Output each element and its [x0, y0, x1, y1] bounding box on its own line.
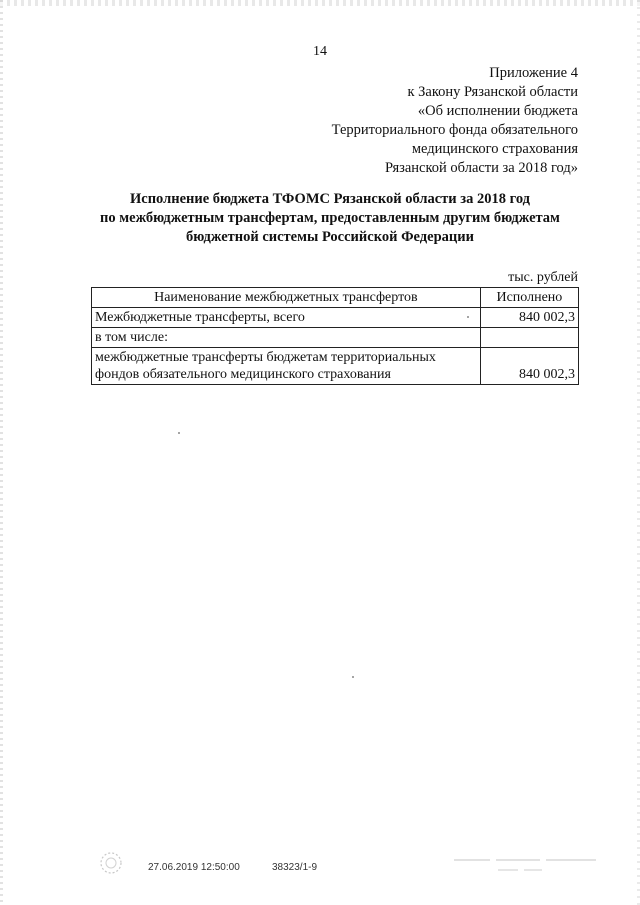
scan-edge-left — [0, 0, 3, 905]
title-line: бюджетной системы Российской Федерации — [186, 229, 474, 245]
registration-timestamp: 27.06.2019 12:50:00 — [148, 862, 240, 873]
scan-speck — [352, 676, 354, 678]
appendix-line: к Закону Рязанской области — [407, 84, 578, 100]
registration-number: 38323/1-9 — [272, 862, 318, 873]
table-row — [92, 328, 579, 348]
row-name: Межбюджетные трансферты, всего — [92, 308, 481, 328]
row-value — [480, 328, 578, 348]
title-line: по межбюджетным трансфертам, предоставленным другим бюджетам — [100, 210, 560, 226]
header-name: Наименование межбюджетных трансфертов — [92, 288, 481, 308]
appendix-block — [258, 64, 578, 178]
document-title — [60, 190, 600, 247]
page-number: 14 — [313, 44, 327, 59]
row-value: 840 002,3 — [480, 348, 578, 385]
faint-registration-stamp-icon — [450, 856, 600, 878]
row-name: межбюджетные трансферты бюджетам территориальных фондов обязательного медицинского страхования — [92, 348, 481, 385]
table-row — [92, 348, 579, 385]
scan-speck — [467, 316, 469, 318]
registration-seal-icon — [98, 850, 124, 876]
appendix-line: Рязанской области за 2018 год» — [384, 160, 578, 176]
unit-label: тыс. рублей — [508, 270, 578, 285]
table-row — [92, 308, 579, 328]
table-header-row — [92, 288, 579, 308]
scan-speck — [178, 432, 180, 434]
row-name: в том числе: — [92, 328, 481, 348]
title-line: Исполнение бюджета ТФОМС Рязанской области за 2018 год — [129, 191, 530, 207]
scan-edge-top — [0, 0, 640, 6]
header-executed: Исполнено — [480, 288, 578, 308]
appendix-line: Приложение 4 — [489, 65, 578, 81]
transfers-table — [91, 287, 579, 385]
appendix-line: Территориального фонда обязательного — [331, 122, 578, 138]
appendix-line: «Об исполнении бюджета — [417, 103, 578, 119]
appendix-line: медицинского страхования — [411, 141, 578, 157]
row-value: 840 002,3 — [480, 308, 578, 328]
